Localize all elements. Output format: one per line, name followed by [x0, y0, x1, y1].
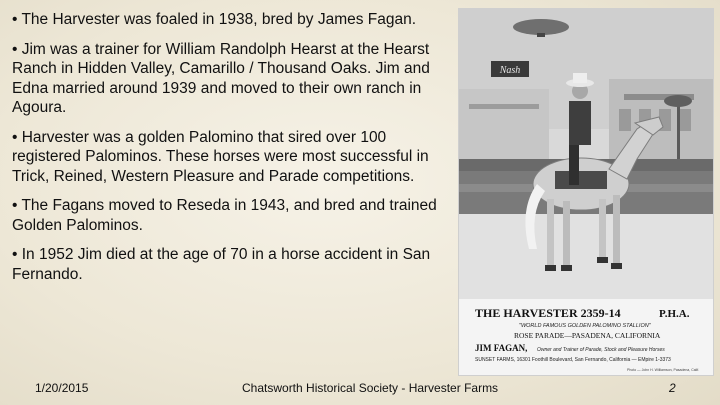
caption-credit: Photo — John H. Williamson, Pasadena, Calif. — [627, 368, 700, 372]
page-number: 2 — [669, 381, 676, 395]
nash-sign — [491, 61, 529, 77]
caption-pha: P.H.A. — [659, 308, 690, 320]
caption-line2: ROSE PARADE—PASADENA, CALIFORNIA — [514, 331, 661, 340]
caption-line1: "WORLD FAMOUS GOLDEN PALOMINO STALLION" — [519, 323, 651, 329]
footer-title: Chatsworth Historical Society - Harvester Farms — [242, 381, 499, 395]
bullet-item: • The Harvester was foaled in 1938, bred by James Fagan. — [12, 11, 417, 28]
caption-address: SUNSET FARMS, 16301 Foothill Boulevard, San Fernando, California — EMpire 1-3373 — [475, 357, 671, 363]
harvester-photo — [458, 8, 714, 376]
caption-title: THE HARVESTER 2359-14 — [475, 306, 621, 320]
caption-role: Owner and Trainer of Parade, Stock and Pleasure Horses — [537, 347, 665, 353]
caption-name: JIM FAGAN, — [475, 343, 528, 353]
bullet-item: • Jim was a trainer for William Randolph Hearst at the Hearst Ranch in Hidden Valley, Camarillo / Thousand Oaks. Jim and Edna married around 1939 and moved to their own ranch in Agoura. — [12, 40, 430, 116]
bullet-item: • The Fagans moved to Reseda in 1943, and bred and trained Golden Palominos. — [12, 197, 437, 234]
bullet-item: • Harvester was a golden Palomino that sired over 100 registered Palominos. These horses were most successful in Trick, Reined, Western Pleasure and Parade competitions. — [12, 128, 429, 185]
sign-text: Nash — [499, 65, 521, 76]
bullet-item: • In 1952 Jim died at the age of 70 in a horse accident in San Fernando. — [12, 246, 431, 283]
footer-date: 1/20/2015 — [35, 381, 89, 395]
bullet-list — [12, 10, 437, 294]
